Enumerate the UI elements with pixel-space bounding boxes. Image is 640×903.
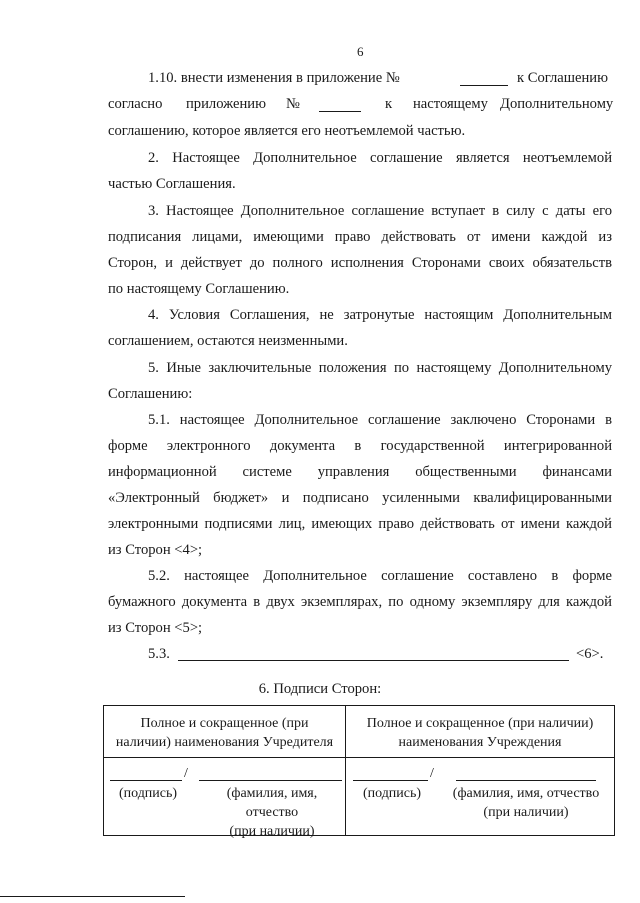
founder-signature-cell — [104, 758, 346, 839]
paragraph-5-line-1: 5. Иные заключительные положения по настоящему Дополнительному — [148, 360, 612, 376]
paragraph-2-line-2: частью Соглашения. — [108, 176, 236, 192]
paragraph-5-2-line-2: бумажного документа в двух экземплярах, по одному экземпляру для каждой — [108, 594, 612, 610]
founder-header-line-2: наличии) наименования Учредителя — [115, 735, 334, 750]
paragraph-3-line-2: подписания лицами, имеющими право действовать от имени каждой из — [108, 229, 612, 245]
paragraph-5-1-line-1: 5.1. настоящее Дополнительное соглашение заключено Сторонами в — [148, 412, 612, 428]
paragraph-5-1-line-2: форме электронного документа в государственной интегрированной — [108, 438, 612, 454]
institution-name-caption: (фамилия, имя, отчество (при наличии) — [452, 786, 600, 820]
appendix-number-blank — [460, 72, 508, 86]
section-6-title: 6. Подписи Сторон: — [258, 681, 382, 697]
founder-slash: / — [184, 766, 188, 781]
institution-header-line-2: наименования Учреждения — [398, 735, 562, 750]
signatures-table — [103, 705, 615, 839]
institution-signature-caption: (подпись) — [362, 786, 422, 801]
institution-slash: / — [430, 766, 434, 781]
paragraph-5-2-line-1: 5.2. настоящее Дополнительное соглашение составлено в форме — [148, 568, 612, 584]
paragraph-2-line-1: 2. Настоящее Дополнительное соглашение является неотъемлемой — [148, 150, 612, 166]
page-number: 6 — [357, 44, 364, 59]
paragraph-5-1-line-4: «Электронный бюджет» и подписано усиленными квалифицированными — [108, 490, 612, 506]
paragraph-4-line-2: соглашением, остаются неизменными. — [108, 333, 348, 349]
paragraph-5-3-end: <6>. — [576, 646, 604, 662]
paragraph-5-2-line-3: из Сторон <5>; — [108, 620, 203, 636]
institution-signature-cell — [346, 758, 615, 836]
institution-signature-line — [353, 780, 428, 781]
founder-header-line-1: Полное и сокращенное (при — [140, 716, 309, 731]
paragraph-5-1-line-6: из Сторон <4>; — [108, 542, 203, 558]
institution-name-line — [456, 780, 596, 781]
institution-header-cell — [346, 706, 615, 758]
paragraph-4-line-1: 4. Условия Соглашения, не затронутые настоящим Дополнительным — [148, 307, 612, 323]
founder-name-line — [199, 780, 342, 781]
paragraph-1-10-line-3: соглашению, которое является его неотъемлемой частью. — [108, 123, 466, 139]
paragraph-3-line-3: Сторон, и действует до полного исполнения Сторонами своих обязательств — [108, 255, 612, 271]
paragraph-5-line-2: Соглашению: — [108, 386, 193, 402]
founder-header-cell — [104, 706, 346, 758]
founder-signature-line — [110, 780, 182, 781]
paragraph-3-line-4: по настоящему Соглашению. — [108, 281, 290, 297]
paragraph-5-1-line-3: информационной системе управления общественными финансами — [108, 464, 612, 480]
paragraph-5-3-blank-line — [178, 660, 569, 661]
founder-signature-caption: (подпись) — [118, 786, 178, 801]
footnote-separator — [0, 896, 185, 897]
paragraph-3-line-1: 3. Настоящее Дополнительное соглашение вступает в силу с даты его — [148, 203, 612, 219]
paragraph-5-3-number: 5.3. — [148, 646, 170, 662]
paragraph-5-1-line-5: электронными подписями лиц, имеющих право действовать от имени каждой — [108, 516, 612, 532]
founder-name-caption: (фамилия, имя, отчество (при наличии) — [226, 786, 318, 839]
institution-header-line-1: Полное и сокращенное (при наличии) — [366, 716, 594, 731]
appendix-number-blank-2 — [319, 98, 361, 112]
